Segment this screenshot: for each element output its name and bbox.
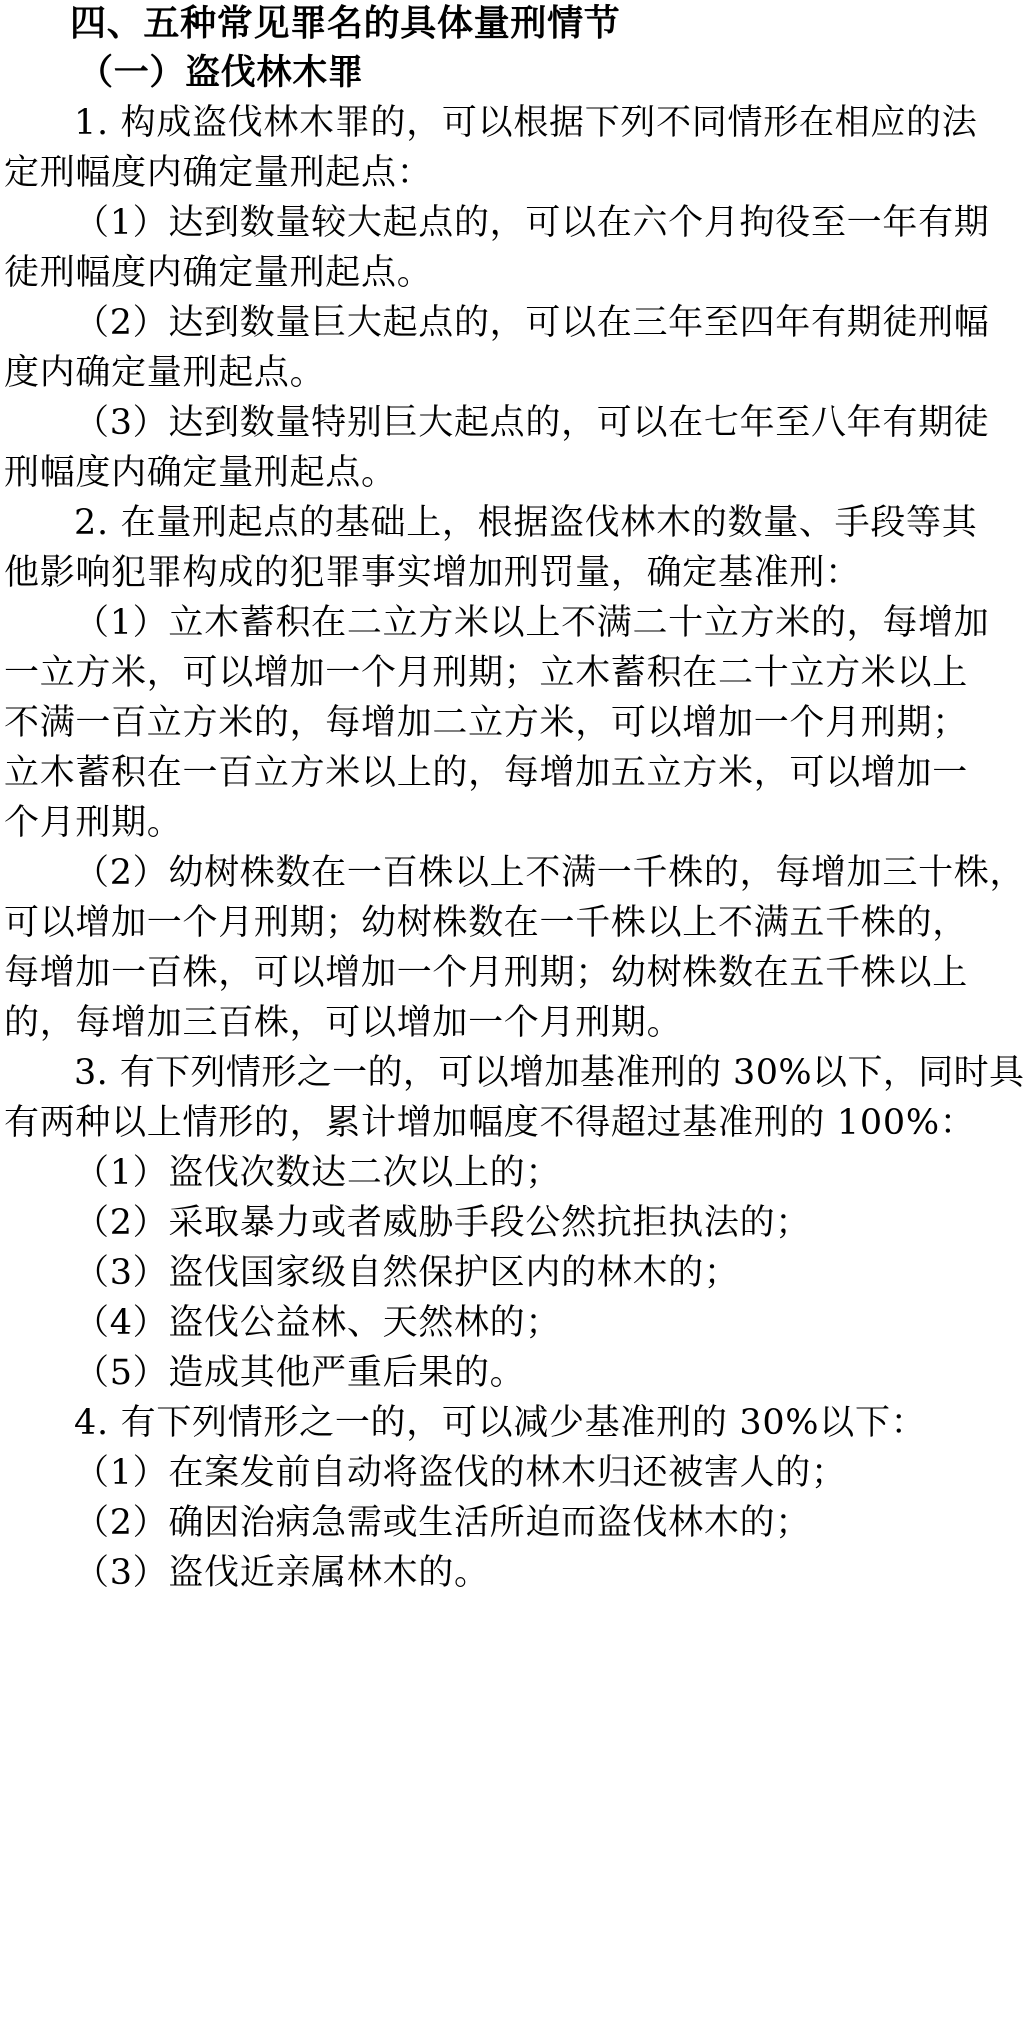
paragraph-line: （1）立木蓄积在二立方米以上不满二十立方米的，每增加 bbox=[74, 603, 990, 643]
paragraph-line: 立木蓄积在一百立方米以上的，每增加五立方米，可以增加一 bbox=[4, 753, 968, 793]
subsection-heading: （一）盗伐林木罪 bbox=[78, 52, 364, 93]
paragraph-line: 4. 有下列情形之一的，可以减少基准刑的 30%以下： bbox=[74, 1403, 927, 1443]
paragraph-line: （1）盗伐次数达二次以上的； bbox=[74, 1153, 562, 1193]
paragraph-line: 定刑幅度内确定量刑起点： bbox=[4, 153, 433, 193]
paragraph-line: （2）确因治病急需或生活所迫而盗伐林木的； bbox=[74, 1503, 811, 1543]
paragraph-line: 度内确定量刑起点。 bbox=[4, 353, 326, 393]
paragraph-line: 的，每增加三百株，可以增加一个月刑期。 bbox=[4, 1003, 683, 1043]
paragraph-line: （3）达到数量特别巨大起点的，可以在七年至八年有期徒 bbox=[74, 403, 990, 443]
paragraph-line: （4）盗伐公益林、天然林的； bbox=[74, 1303, 562, 1343]
paragraph-line: 徒刑幅度内确定量刑起点。 bbox=[4, 253, 433, 293]
paragraph-line: 3. 有下列情形之一的，可以增加基准刑的 30%以下，同时具 bbox=[74, 1053, 1025, 1093]
paragraph-line: 个月刑期。 bbox=[4, 803, 183, 843]
paragraph-line: （1）达到数量较大起点的，可以在六个月拘役至一年有期 bbox=[74, 203, 990, 243]
paragraph-line: 刑幅度内确定量刑起点。 bbox=[4, 453, 397, 493]
paragraph-line: （2）采取暴力或者威胁手段公然抗拒执法的； bbox=[74, 1203, 811, 1243]
paragraph-line: 1. 构成盗伐林木罪的，可以根据下列不同情形在相应的法 bbox=[74, 103, 978, 143]
paragraph-line: 一立方米，可以增加一个月刑期；立木蓄积在二十立方米以上 bbox=[4, 653, 968, 693]
paragraph-line: 2. 在量刑起点的基础上，根据盗伐林木的数量、手段等其 bbox=[74, 503, 978, 543]
paragraph-line: （2）达到数量巨大起点的，可以在三年至四年有期徒刑幅 bbox=[74, 303, 990, 343]
paragraph-line: （2）幼树株数在一百株以上不满一千株的，每增加三十株， bbox=[74, 853, 1026, 893]
paragraph-line: （3）盗伐国家级自然保护区内的林木的； bbox=[74, 1253, 740, 1293]
paragraph-line: 他影响犯罪构成的犯罪事实增加刑罚量，确定基准刑： bbox=[4, 553, 861, 593]
paragraph-line: 可以增加一个月刑期；幼树株数在一千株以上不满五千株的， bbox=[4, 903, 968, 943]
section-heading: 四、五种常见罪名的具体量刑情节 bbox=[70, 3, 621, 44]
paragraph-line: 不满一百立方米的，每增加二立方米，可以增加一个月刑期； bbox=[4, 703, 968, 743]
paragraph-line: （1）在案发前自动将盗伐的林木归还被害人的； bbox=[74, 1453, 847, 1493]
paragraph-line: （3）盗伐近亲属林木的。 bbox=[74, 1553, 490, 1593]
paragraph-line: 有两种以上情形的，累计增加幅度不得超过基准刑的 100%： bbox=[4, 1103, 976, 1143]
paragraph-line: （5）造成其他严重后果的。 bbox=[74, 1353, 526, 1393]
paragraph-line: 每增加一百株，可以增加一个月刑期；幼树株数在五千株以上 bbox=[4, 953, 968, 993]
